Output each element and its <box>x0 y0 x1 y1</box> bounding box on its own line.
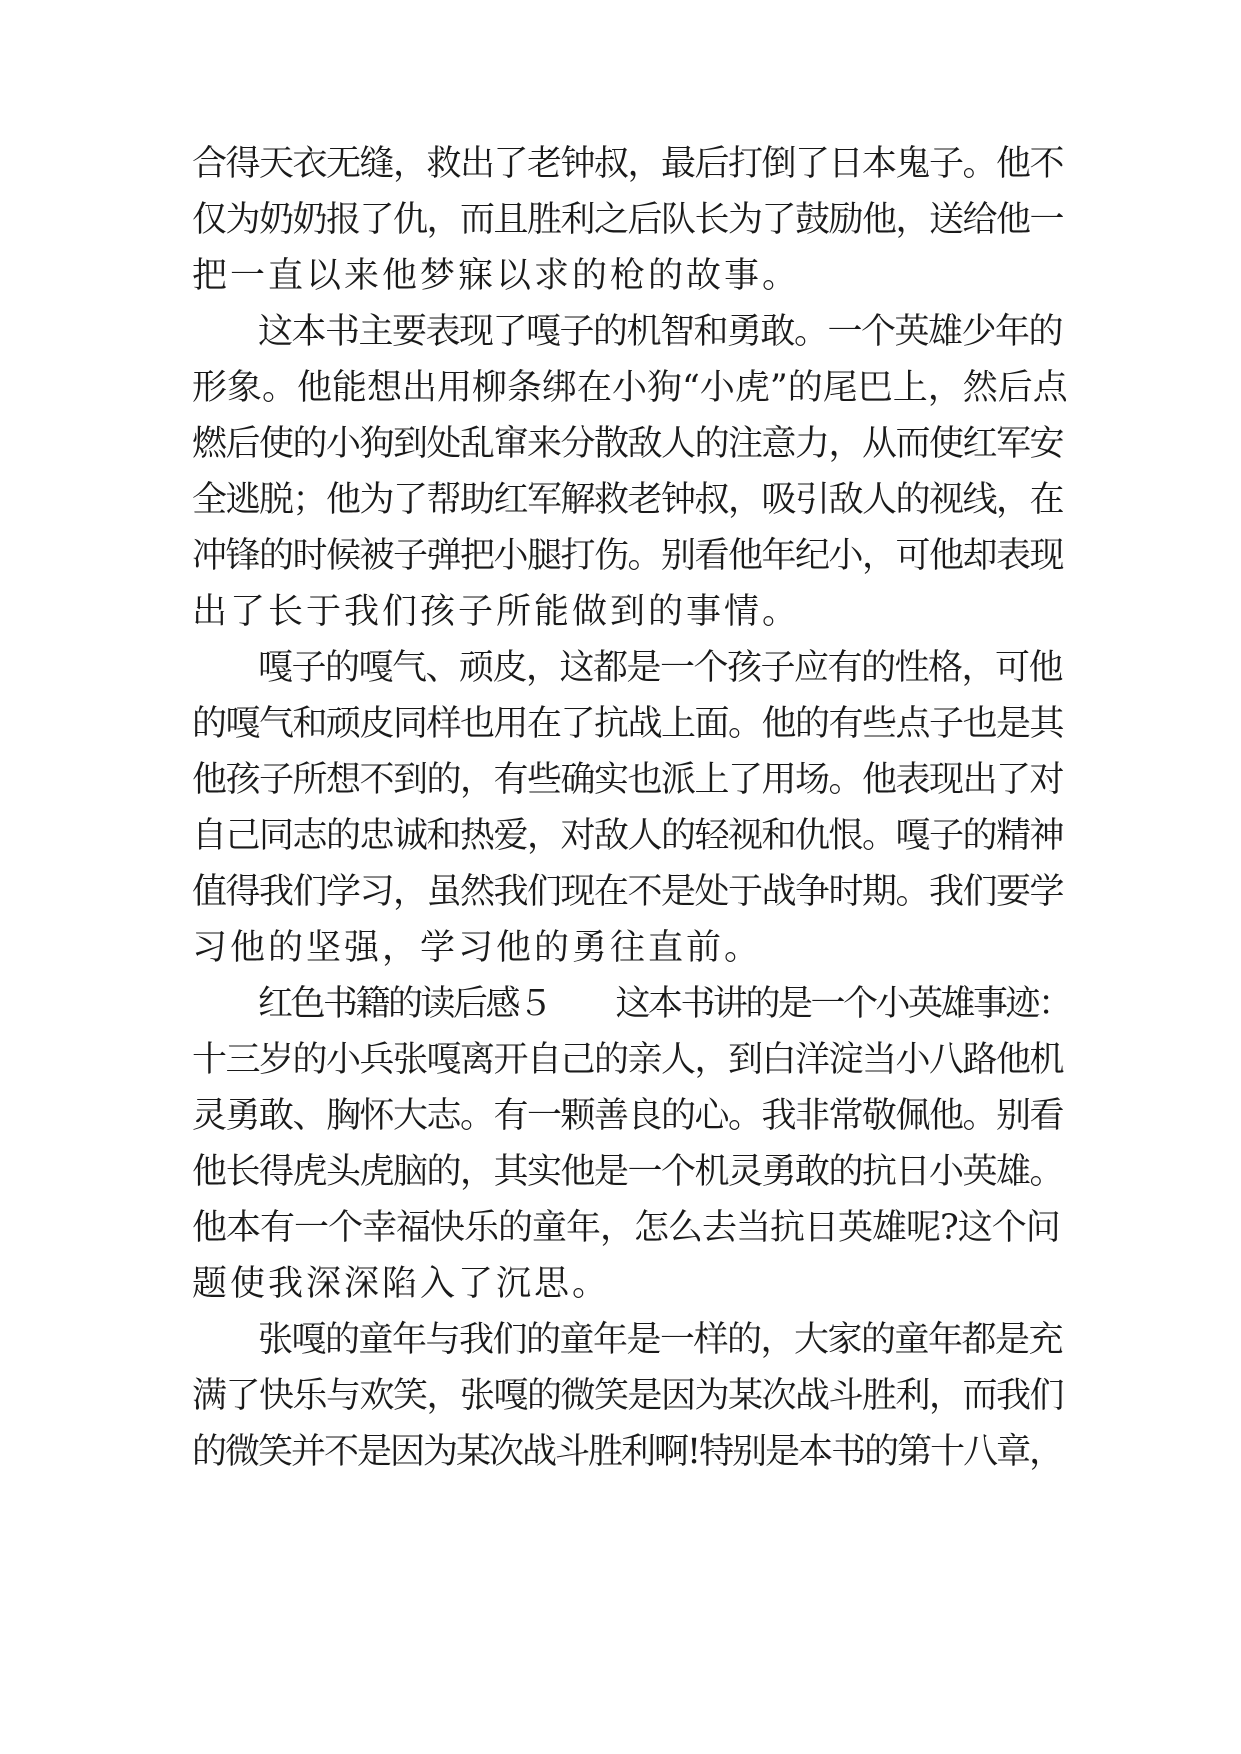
text-line: 的微笑并不是因为某次战斗胜利啊!特别是本书的第十八章， <box>192 1432 1063 1472</box>
text-line: 出了长于我们孩子所能做到的事情。 <box>192 592 801 632</box>
text-line: 全逃脱；他为了帮助红军解救老钟叔，吸引敌人的视线，在 <box>192 480 1064 520</box>
text-line: 他孩子所想不到的，有些确实也派上了用场。他表现出了对 <box>192 760 1064 800</box>
text-line: 的嘎气和顽皮同样也用在了抗战上面。他的有些点子也是其 <box>192 704 1064 744</box>
paragraph-first-line: 张嘎的童年与我们的童年是一样的，大家的童年都是充 <box>258 1320 1063 1360</box>
text-line: 他长得虎头虎脑的，其实他是一个机灵勇敢的抗日小英雄。 <box>192 1152 1064 1192</box>
text-line: 题使我深深陷入了沉思。 <box>192 1264 611 1304</box>
paragraph-first-line: 这本书主要表现了嘎子的机智和勇敢。一个英雄少年的 <box>258 312 1063 352</box>
text-line: 合得天衣无缝，救出了老钟叔，最后打倒了日本鬼子。他不 <box>192 144 1064 184</box>
text-line: 冲锋的时候被子弹把小腿打伤。别看他年纪小，可他却表现 <box>192 536 1064 576</box>
text-line: 十三岁的小兵张嘎离开自己的亲人，到白洋淀当小八路他机 <box>192 1040 1064 1080</box>
text-line: 值得我们学习，虽然我们现在不是处于战争时期。我们要学 <box>192 872 1064 912</box>
text-line: 把一直以来他梦寐以求的枪的故事。 <box>192 256 801 296</box>
text-line: 燃后使的小狗到处乱窜来分散敌人的注意力，从而使红军安 <box>192 424 1064 464</box>
text-line: 灵勇敢、胸怀大志。有一颗善良的心。我非常敬佩他。别看 <box>192 1096 1064 1136</box>
text-line: 他本有一个幸福快乐的童年，怎么去当抗日英雄呢?这个问 <box>192 1208 1060 1248</box>
text-line: 习他的坚强，学习他的勇往直前。 <box>192 928 763 968</box>
text-line: 满了快乐与欢笑，张嘎的微笑是因为某次战斗胜利，而我们 <box>192 1376 1064 1416</box>
text-line: 形象。他能想出用柳条绑在小狗“小虎”的尾巴上，然后点 <box>192 368 1068 408</box>
text-line: 仅为奶奶报了仇，而且胜利之后队长为了鼓励他，送给他一 <box>192 200 1064 240</box>
text-line: 自己同志的忠诚和热爱，对敌人的轻视和仇恨。嘎子的精神 <box>192 816 1064 856</box>
section-heading-line: 红色书籍的读后感５ 这本书讲的是一个小英雄事迹： <box>258 984 1071 1024</box>
paragraph-first-line: 嘎子的嘎气、顽皮，这都是一个孩子应有的性格，可他 <box>258 648 1063 688</box>
